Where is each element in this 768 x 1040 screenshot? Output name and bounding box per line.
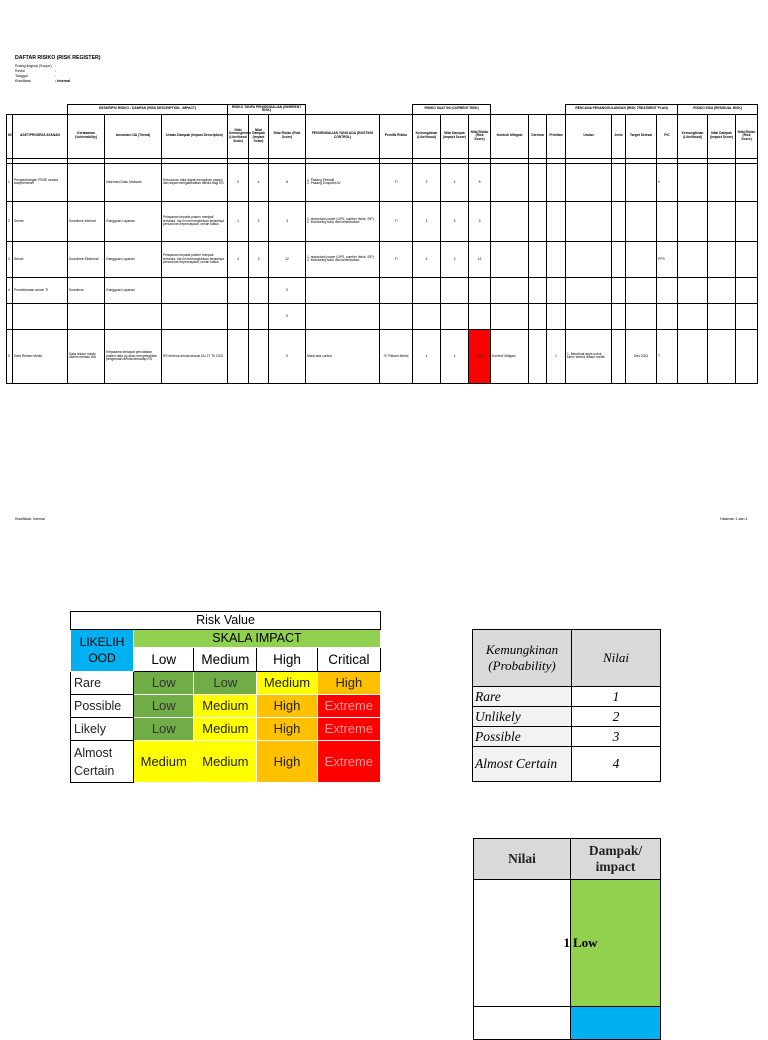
column-header: PIC: [657, 114, 678, 158]
cell-acc: [529, 329, 547, 383]
cell-mit: [491, 241, 529, 277]
risk-cell: Low: [134, 717, 194, 740]
cell-aset: Data Rekam Medis: [13, 329, 68, 383]
risk-cell: Extreme: [317, 741, 380, 783]
cell-control: Misal ada control: [306, 329, 380, 383]
probability-row: [473, 727, 661, 747]
likelihood-label: Likely: [71, 717, 134, 740]
meta-row: [15, 79, 70, 84]
column-header: Pemilik Risiko: [380, 114, 413, 158]
probability-label: Possible: [473, 727, 572, 747]
impact-label: Low: [571, 880, 661, 1007]
column-header: Uraian: [566, 114, 612, 158]
cell-l2: 4: [413, 329, 441, 383]
footer-classification: Klasifikasi: Internal: [15, 517, 45, 521]
cell-mit: [491, 201, 529, 241]
cell-jenis: [612, 201, 626, 241]
cell-pri: [547, 277, 566, 303]
column-header-row: [7, 114, 758, 158]
cell-vuln: Data rekam medis dikirim melalui WA: [68, 329, 105, 383]
table-row: [7, 303, 758, 329]
cell-threat: Informasi Data, Malware: [105, 163, 162, 201]
cell-threat: Gangguan Layanan: [105, 277, 162, 303]
cell-acc: [529, 201, 547, 241]
cell-d1: [249, 329, 269, 383]
impact-scale-header: SKALA IMPACT: [134, 629, 381, 647]
cell-r3: [736, 241, 758, 277]
cell-r3: [736, 163, 758, 201]
cell-impact: [162, 277, 228, 303]
cell-threat: [105, 303, 162, 329]
cell-control: 1. redundant power (UPS, sumber listrik, SIP) 2. Monitoring suhu dan kelembaban: [306, 201, 380, 241]
cell-mit: [491, 163, 529, 201]
risk-cell: High: [257, 694, 317, 717]
impact-level-header: Critical: [317, 647, 380, 671]
cell-pri: [547, 201, 566, 241]
cell-pri: [547, 241, 566, 277]
cell-l2: 1: [413, 201, 441, 241]
column-header: Nilai Dampak (Impact Score): [441, 114, 469, 158]
column-header: Ancaman CIA (Threat): [105, 114, 162, 158]
cell-r1: 0: [269, 329, 306, 383]
cell-aset: Pemeliharaan server TI: [13, 277, 68, 303]
risk-cell: Low: [194, 671, 257, 694]
cell-threat: Gangguan Layanan: [105, 201, 162, 241]
column-header: Kemungkinan (Likelihood): [678, 114, 708, 158]
cell-r3: [736, 201, 758, 241]
cell-aset: Pengembangan PSHE secara komprehensif: [13, 163, 68, 201]
cell-mit: [491, 277, 529, 303]
cell-r3: [736, 277, 758, 303]
column-header: ASET/PROSES/LAYANAN: [13, 114, 68, 158]
column-header: Nilai Risiko (Risk Score): [269, 114, 306, 158]
column-header: NO: [7, 114, 13, 158]
cell-pri: [547, 303, 566, 329]
risk-cell: Low: [134, 694, 194, 717]
cell-d1: 4: [249, 163, 269, 201]
risk-row: [71, 741, 381, 783]
cell-pic: PPS: [657, 241, 678, 277]
cell-control: [306, 277, 380, 303]
group-header: RISIKO SISA (RESIDUAL RISK): [678, 105, 758, 115]
cell-l3: [678, 303, 708, 329]
column-header: Kontrol/ Mitigasi: [491, 114, 529, 158]
column-header: Kemungkinan (Likelihood): [413, 114, 441, 158]
probability-header: Kemungkinan (Probability): [473, 630, 572, 687]
cell-l1: 4: [228, 241, 249, 277]
risk-cell: Medium: [134, 741, 194, 783]
cell-threat: Kerjasama terdapat pencatatan pasien data yg akan menyebabkan pengenaan denda terhadap RS: [105, 329, 162, 383]
cell-l3: [678, 329, 708, 383]
cell-impact: [162, 303, 228, 329]
impact-label: [571, 1007, 661, 1040]
cell-pri: 1: [547, 329, 566, 383]
cell-l2: [413, 303, 441, 329]
likelihood-header: LIKELIH OOD: [71, 629, 134, 671]
risk-cell: High: [317, 671, 380, 694]
risk-cell: Medium: [194, 717, 257, 740]
risk-cell: Medium: [257, 671, 317, 694]
cell-mit: Kontrol/ Mitigasi: [491, 329, 529, 383]
cell-d3: [708, 277, 736, 303]
column-header: Target Selesai: [626, 114, 657, 158]
table-row: [7, 329, 758, 383]
group-header: RISIKO SAAT INI (CURRENT RISK): [413, 105, 491, 115]
cell-aset: Server: [13, 201, 68, 241]
cell-owner: TI: [380, 201, 413, 241]
cell-d3: [708, 201, 736, 241]
probability-table: [472, 629, 661, 782]
cell-owner: [380, 277, 413, 303]
cell-pic: [657, 277, 678, 303]
probability-value: 2: [572, 707, 661, 727]
cell-threat: Gangguan Layanan: [105, 241, 162, 277]
likelihood-label: Possible: [71, 694, 134, 717]
cell-r1: 0: [269, 277, 306, 303]
cell-d3: [708, 329, 736, 383]
column-header: Nilai Dampak (Impact Score): [708, 114, 736, 158]
cell-l1: [228, 329, 249, 383]
cell-no: 1: [7, 163, 13, 201]
risk-cell: High: [257, 717, 317, 740]
risk-register-table: [6, 104, 758, 384]
cell-jenis: [612, 163, 626, 201]
cell-acc: [529, 163, 547, 201]
probability-label: Almost Certain: [473, 747, 572, 782]
cell-d1: [249, 277, 269, 303]
column-header: Nilai Risiko (Risk Score): [736, 114, 758, 158]
impact-value: [474, 1007, 571, 1040]
cell-uraian: [566, 163, 612, 201]
column-header: Uraian Dampak (Impact Description): [162, 114, 228, 158]
risk-cell: Extreme: [317, 694, 380, 717]
cell-l3: [678, 241, 708, 277]
column-header: Prioritas: [547, 114, 566, 158]
cell-target: [626, 201, 657, 241]
meta-value: :: [55, 69, 56, 73]
column-header: Nilai Dampak (Impact Scale): [249, 114, 269, 158]
impact-value: 1: [474, 880, 571, 1007]
column-header: PENGENDALIAN YANG ADA (EXISTING CONTROL): [306, 114, 380, 158]
cell-d2: 4: [441, 163, 469, 201]
probability-value: 4: [572, 747, 661, 782]
meta-value: : Internal: [55, 79, 71, 83]
probability-row: [473, 707, 661, 727]
cell-no: 2: [7, 201, 13, 241]
cell-d1: [249, 303, 269, 329]
footer-page-number: Halaman 1 dari 4: [720, 517, 748, 521]
cell-l1: [228, 303, 249, 329]
cell-r3: [736, 329, 758, 383]
cell-impact: RS terkena denda sesuai UU 27 Th 2022: [162, 329, 228, 383]
cell-target: [626, 163, 657, 201]
cell-target: [626, 277, 657, 303]
cell-uraian: [566, 277, 612, 303]
impact-level-header: Low: [134, 647, 194, 671]
cell-d3: [708, 241, 736, 277]
cell-d1: 3: [249, 241, 269, 277]
cell-control: [306, 303, 380, 329]
cell-no: 4: [7, 277, 13, 303]
cell-no: 5: [7, 329, 13, 383]
risk-row: [71, 694, 381, 717]
risk-cell: Medium: [194, 741, 257, 783]
cell-vuln: [68, 163, 105, 201]
cell-d1: 3: [249, 201, 269, 241]
cell-pic: II: [657, 163, 678, 201]
cell-control: 1. redundant power (UPS, sumber listrik, SIP) 2. Monitoring suhu dan kelembaban: [306, 241, 380, 277]
cell-jenis: [612, 241, 626, 277]
cell-r1: 3: [269, 201, 306, 241]
cell-l3: [678, 277, 708, 303]
cell-target: Des 2023: [626, 329, 657, 383]
probability-value: 1: [572, 687, 661, 707]
cell-r1: 8: [269, 163, 306, 201]
risk-value-title: Risk Value: [71, 612, 381, 630]
probability-value: 3: [572, 727, 661, 747]
cell-d2: [441, 303, 469, 329]
cell-mit: [491, 303, 529, 329]
cell-r2: 12: [469, 241, 491, 277]
risk-row: [71, 671, 381, 694]
column-header: Nilai Risiko (Risk Score): [469, 114, 491, 158]
cell-aset: [13, 303, 68, 329]
cell-impact: Kebocoran data dapat mengubah pasien dan dapat mengakibatkan denda bagi RS: [162, 163, 228, 201]
group-header-row: [7, 105, 758, 115]
cell-aset: Server: [13, 241, 68, 277]
cell-pic: [657, 303, 678, 329]
risk-cell: Medium: [194, 694, 257, 717]
cell-jenis: [612, 277, 626, 303]
probability-label: Unlikely: [473, 707, 572, 727]
meta-key: Revisi: [15, 69, 25, 73]
group-header: DESKRIPSI RISIKO - DAMPAK (RISK DESCRIPTION - IMPACT): [68, 105, 228, 115]
cell-pri: [547, 163, 566, 201]
cell-vuln: Downtime: [68, 277, 105, 303]
cell-jenis: [612, 329, 626, 383]
risk-row: [71, 717, 381, 740]
cell-uraian: [566, 201, 612, 241]
cell-vuln: [68, 303, 105, 329]
table-row: [7, 163, 758, 201]
risk-cell: Low: [134, 671, 194, 694]
probability-row: [473, 687, 661, 707]
probability-row: [473, 747, 661, 782]
cell-r2: 3: [469, 201, 491, 241]
cell-control: 1. Pasang Firewall 2. Pasang Endpoint AV: [306, 163, 380, 201]
cell-d3: [708, 303, 736, 329]
cell-owner: TI: [380, 163, 413, 201]
group-header: RISIKO TANPA PENGENDALIAN (INHERENT RISK): [228, 105, 306, 115]
cell-r2: [469, 303, 491, 329]
cell-pic: T: [657, 329, 678, 383]
group-header: RENCANA PENANGGULANGAN (RISK TREATMENT PLAN): [566, 105, 678, 115]
table-row: [7, 201, 758, 241]
impact-level-header: Medium: [194, 647, 257, 671]
cell-vuln: Downtime Internal: [68, 201, 105, 241]
cell-acc: [529, 277, 547, 303]
cell-l2: 2: [413, 163, 441, 201]
risk-value-matrix: [70, 611, 381, 783]
column-header: Kerawanan (Vulnerability): [68, 114, 105, 158]
meta-value: :: [55, 64, 56, 68]
cell-r2: 16 1/2: [469, 329, 491, 383]
cell-d2: 3: [441, 201, 469, 241]
cell-d3: [708, 163, 736, 201]
cell-l3: [678, 201, 708, 241]
cell-l1: [228, 277, 249, 303]
risk-cell: Extreme: [317, 717, 380, 740]
probability-label: Rare: [473, 687, 572, 707]
cell-owner: IT/ Rekam Medis: [380, 329, 413, 383]
cell-uraian: [566, 241, 612, 277]
column-header: Nilai Kemungkinan (Likelihood Scale): [228, 114, 249, 158]
cell-impact: Pelayanan kepada pasien menjadi tertunda, hal ini memungkinkan terjadinya penurunan kepercayaan, cenah kasus: [162, 201, 228, 241]
cell-r3: [736, 303, 758, 329]
cell-target: [626, 303, 657, 329]
cell-vuln: Downtime Eksternal: [68, 241, 105, 277]
impact-header: Dampak/ impact: [571, 839, 661, 880]
cell-l1: 2: [228, 163, 249, 201]
meta-value: :: [55, 74, 56, 78]
cell-d2: 4: [441, 329, 469, 383]
cell-r1: 0: [269, 303, 306, 329]
cell-l2: 4: [413, 241, 441, 277]
column-header: Dterima: [529, 114, 547, 158]
table-row: [7, 241, 758, 277]
cell-r1: 12: [269, 241, 306, 277]
table-row: [7, 277, 758, 303]
cell-r2: [469, 277, 491, 303]
likelihood-label: Almost Certain: [71, 741, 134, 783]
cell-acc: [529, 241, 547, 277]
likelihood-label: Rare: [71, 671, 134, 694]
cell-uraian: 1. Membuat apps untuk kirim/ terima rekam medis: [566, 329, 612, 383]
cell-r2: 8: [469, 163, 491, 201]
document-meta: [15, 64, 70, 84]
value-header: Nilai: [572, 630, 661, 687]
cell-l3: [678, 163, 708, 201]
impact-level-header: High: [257, 647, 317, 671]
cell-acc: [529, 303, 547, 329]
cell-impact: Pelayanan kepada pasien menjadi tertunda, hal ini memungkinkan terjadinya penurunan kepercayaan, cenah kasus: [162, 241, 228, 277]
cell-target: [626, 241, 657, 277]
column-header: Jenis: [612, 114, 626, 158]
cell-uraian: [566, 303, 612, 329]
impact-table: [473, 838, 661, 1040]
cell-l2: [413, 277, 441, 303]
value-header: Nilai: [474, 839, 571, 880]
meta-key: Tanggal: [15, 74, 28, 78]
risk-cell: High: [257, 741, 317, 783]
document-title: DAFTAR RISIKO (RISK REGISTER): [15, 55, 101, 61]
cell-owner: [380, 303, 413, 329]
cell-d2: 3: [441, 241, 469, 277]
cell-owner: TI: [380, 241, 413, 277]
cell-pic: [657, 201, 678, 241]
meta-key: Ruang lingkup (Scope): [15, 64, 52, 68]
cell-jenis: [612, 303, 626, 329]
meta-key: Klasifikasi: [15, 79, 31, 83]
cell-d2: [441, 277, 469, 303]
cell-l1: 1: [228, 201, 249, 241]
cell-no: 3: [7, 241, 13, 277]
